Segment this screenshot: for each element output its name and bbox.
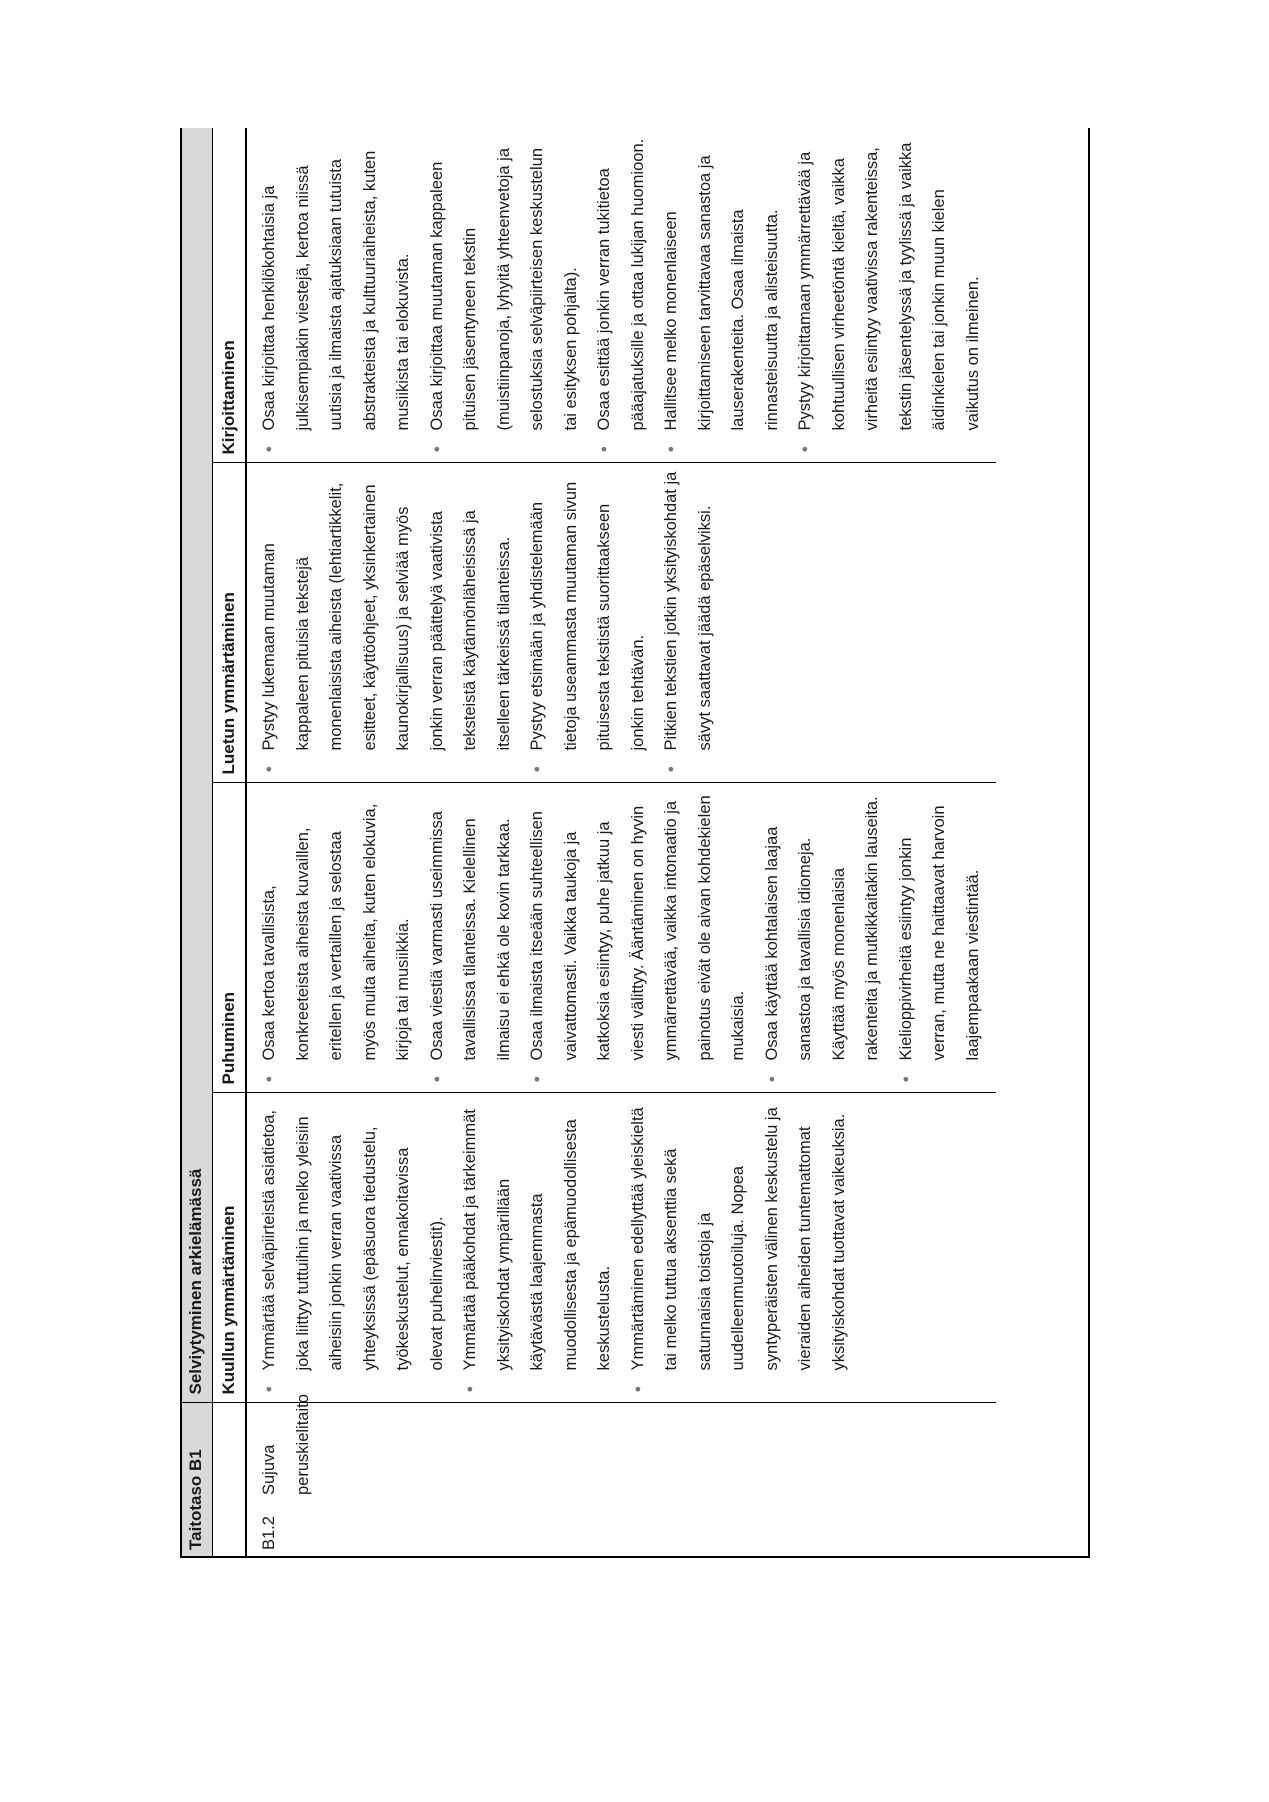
reading-cell	[246, 463, 996, 783]
list-item: ● Osaa kirjoittaa muutaman kappaleen pituisen jäsentyneen tekstin (muistiinpanoja, lyhyitä yhteenvetoja ja selostuksia selväpiirteisen keskustelun tai esityksen pohjalta).	[421, 136, 589, 431]
list-item: ● Osaa käyttää kohtalaisen laajaa sanastoa ja tavallisia idiomeja. Käyttää myös monenlaisia rakenteita ja mutkikkaitakin lauseita.	[756, 791, 890, 1060]
reading-column-header: Luetun ymmärtäminen	[213, 463, 247, 783]
list-item: ● Osaa kirjoittaa henkilökohtaisia ja julkisempiakin viestejä, kertoa niissä uutisia ja ilmaista ajatuksiaan tutuista abstrakteista ja kulttuuriaiheista, kuten musiikista tai elokuvista.	[253, 136, 421, 431]
speaking-cell	[246, 783, 996, 1093]
table-row	[246, 128, 996, 1558]
speaking-column-header: Puhuminen	[213, 783, 247, 1093]
listening-cell	[246, 1093, 996, 1403]
writing-column-header: Kirjoittaminen	[213, 128, 247, 463]
list-item: ● Osaa viestiä varmasti useimmissa tavallisissa tilanteissa. Kielellinen ilmaisu ei ehkä ole kovin tarkkaa.	[421, 791, 522, 1060]
listening-column-header: Kuullun ymmärtäminen	[213, 1093, 247, 1403]
list-item: ● Pystyy lukemaan muutaman kappaleen pituisia tekstejä monenlaisista aiheista (lehtiartikkelit, esitteet, käyttöohjeet, yksinkertainen kaunokirjallisuus) ja selviää myös jonkin verran päättelyä vaativista teksteistä käytännönläheisissä ja itselleen tärkeissä tilanteissa.	[253, 471, 521, 750]
list-item: ● Ymmärtäminen edellyttää yleiskieltä tai melko tuttua aksenttia sekä satunnaisia toistoja ja uudelleenmuotoiluja. Nopea syntyperäisten välinen keskustelu ja vieraiden aiheiden tuntemattomat yksityiskohdat tuottavat vaikeuksia.	[622, 1101, 857, 1370]
list-item: ● Hallitsee melko monenlaiseen kirjoittamiseen tarvittavaa sanastoa ja lauserakenteita. Osaa ilmaista rinnasteisuutta ja alisteisuutta.	[655, 136, 789, 431]
list-item: ● Pystyy etsimään ja yhdistelemään tietoja useammasta muutaman sivun pituisesta tekstistä suorittaakseen jonkin tehtävän.	[521, 471, 655, 750]
speaking-list	[253, 791, 990, 1084]
listening-list	[253, 1101, 856, 1394]
reading-list	[253, 471, 722, 774]
list-item: ● Ymmärtää selväpiirteistä asiatietoa, joka liittyy tuttuihin ja melko yleisiin aiheisiin jonkin verran vaativissa yhteyksissä (epäsuora tiedustelu, työkeskustelut, ennakoitavissa olevat puhelinviestit).	[253, 1101, 454, 1370]
writing-cell	[246, 128, 996, 463]
level-cell: B1.2	[260, 1516, 278, 1550]
level-header: Taitotaso B1	[180, 1403, 213, 1558]
header-row-columns	[213, 128, 247, 1558]
proficiency-table	[180, 128, 996, 1558]
list-item: ● Osaa kertoa tavallisista, konkreeteista aiheista kuvaillen, eritellen ja vertaillen ja selostaa myös muita aiheita, kuten elokuvia, kirjoja tai musiikkia.	[253, 791, 421, 1060]
level-name-cell: Sujuva peruskielitaito	[260, 1394, 312, 1495]
section-header: Selviytyminen arkielämässä	[180, 128, 213, 1403]
writing-list	[253, 136, 990, 455]
list-item: ● Kielioppivirheitä esiintyy jonkin verran, mutta ne haittaavat harvoin laajempaakaan viestintää.	[890, 791, 991, 1060]
rotated-page	[180, 128, 1090, 1558]
list-item: ● Pystyy kirjoittamaan ymmärrettävää ja kohtuullisen virheetöntä kieltä, vaikka virheitä esiintyy vaativissa rakenteissa, tekstin jäsentelyssä ja tyylissä ja vaikka äidinkielen tai jonkin muun kielen vaikutus on ilmeinen.	[789, 136, 990, 431]
header-row-top	[180, 128, 213, 1558]
list-item: ● Osaa esittää jonkin verran tukitietoa pääajatuksille ja ottaa lukijan huomioon.	[588, 136, 655, 431]
blank-header-cell	[213, 1403, 247, 1558]
list-item: ● Osaa ilmaista itseään suhteellisen vaivattomasti. Vaikka taukoja ja katkoksia esiintyy, puhe jatkuu ja viesti välittyy. Ääntäminen on hyvin ymmärrettävää, vaikka intonaatio ja painotus eivät ole aivan kohdekielen mukaisia.	[521, 791, 756, 1060]
list-item: ● Ymmärtää pääkohdat ja tärkeimmät yksityiskohdat ympärillään käytävästä laajemmasta muodollisesta ja epämuodollisesta keskustelusta.	[454, 1101, 622, 1370]
list-item: ● Pitkien tekstien jotkin yksityiskohdat ja sävyt saattavat jäädä epäselviksi.	[655, 471, 722, 750]
